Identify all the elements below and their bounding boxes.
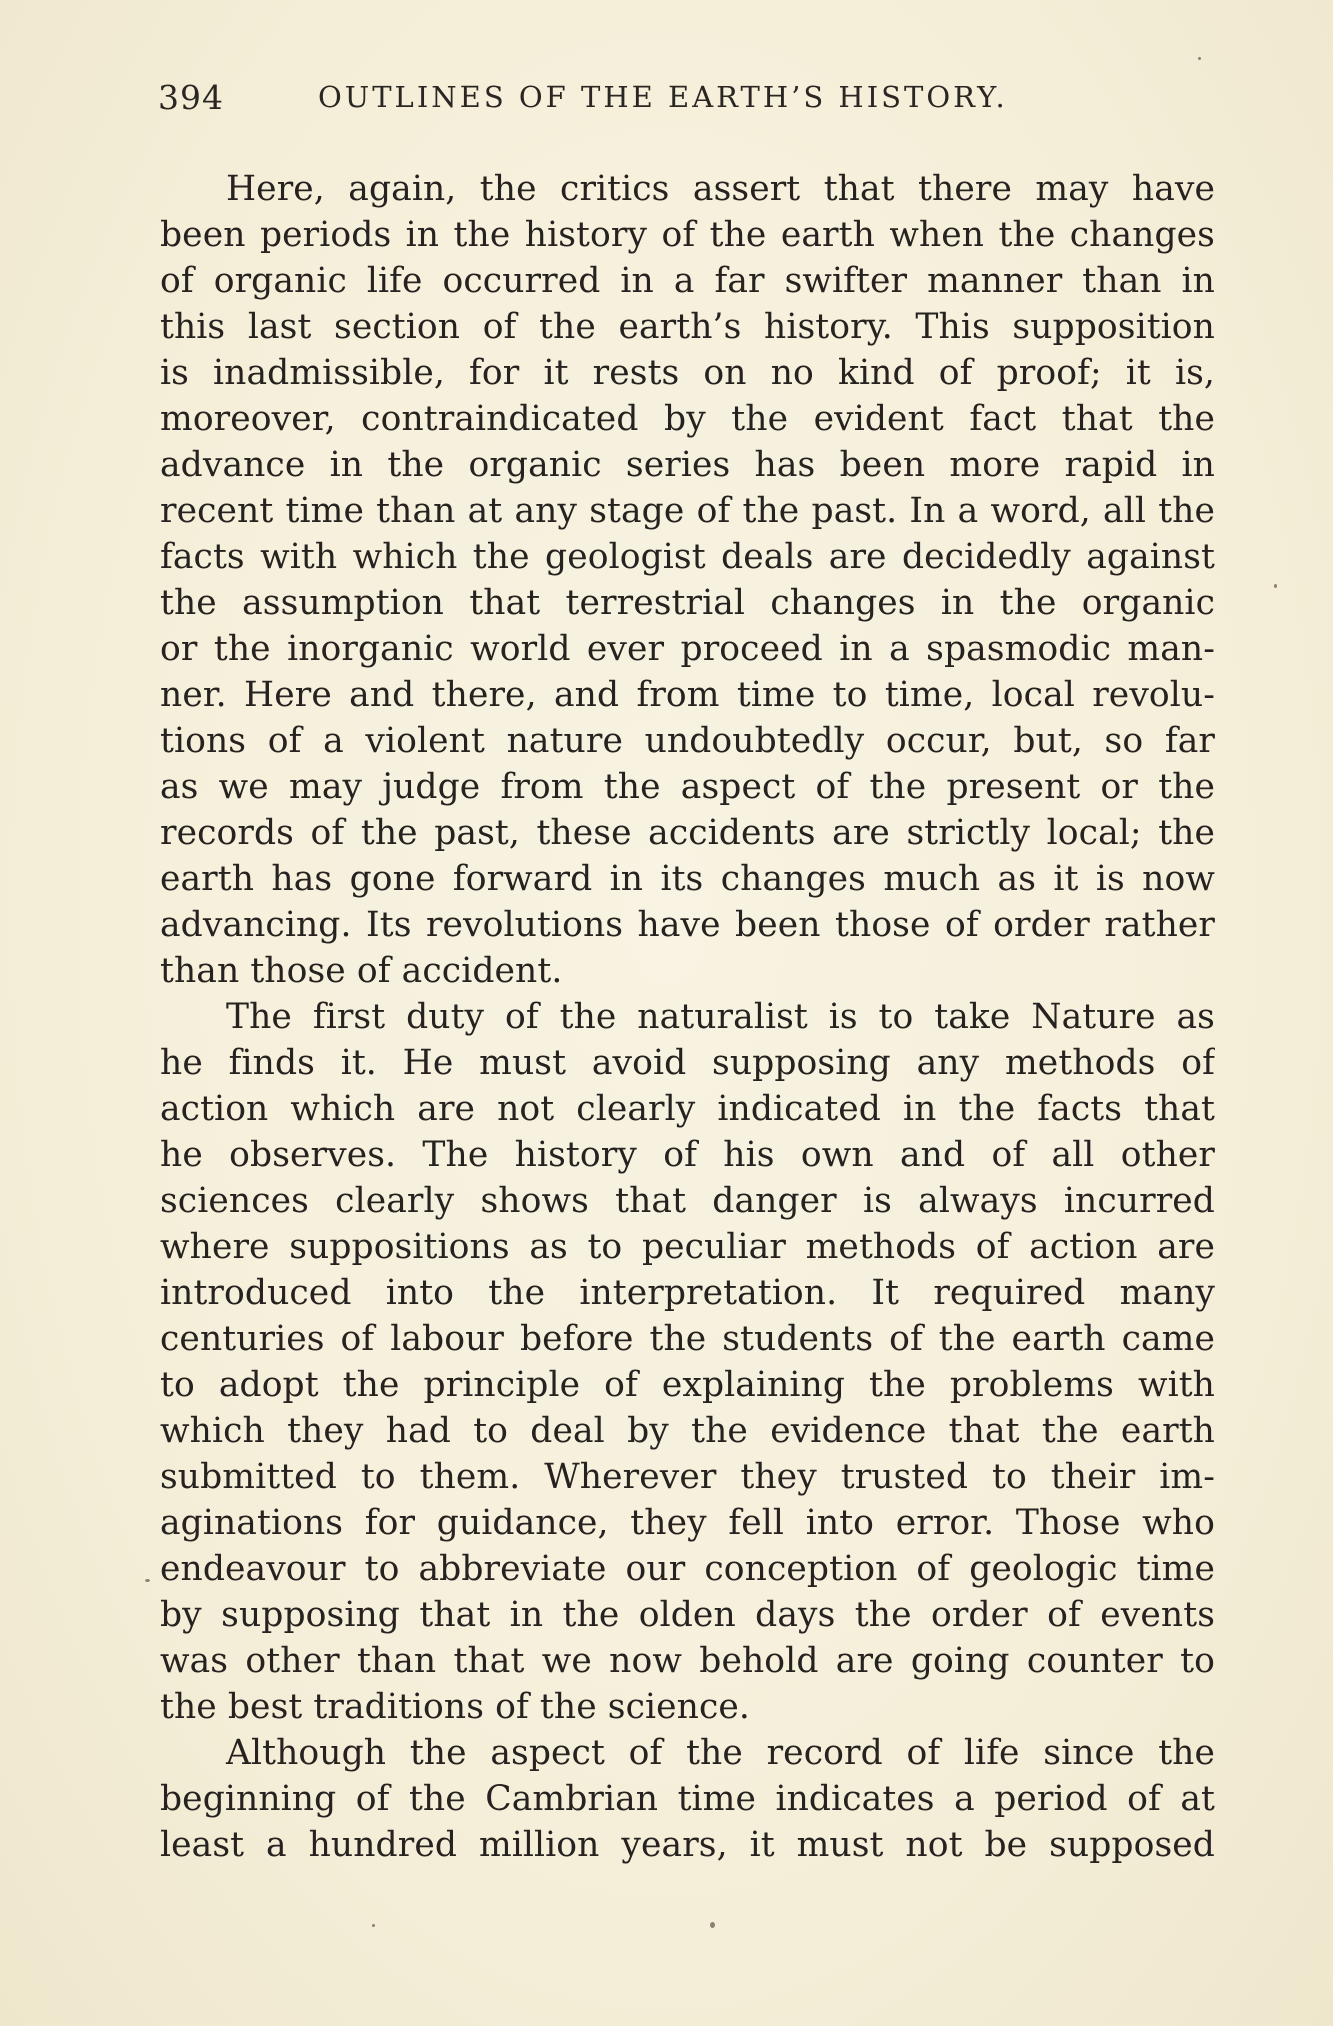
text-line: submitted to them. Wherever they trusted to their im- bbox=[160, 1457, 1215, 1497]
text-line: advance in the organic series has been more rapid in bbox=[160, 445, 1215, 485]
text-line: he finds it. He must avoid supposing any methods of bbox=[160, 1043, 1215, 1083]
running-head bbox=[158, 78, 1218, 128]
text-line: advancing. Its revolutions have been those of order rather bbox=[160, 905, 1215, 945]
text-line: the assumption that terrestrial changes in the organic bbox=[160, 583, 1215, 623]
text-line: The first duty of the naturalist is to take Nature as bbox=[226, 997, 1215, 1037]
text-line: he observes. The history of his own and of all other bbox=[160, 1135, 1215, 1175]
text-line: moreover, contraindicated by the evident fact that the bbox=[160, 399, 1215, 439]
body-text bbox=[160, 166, 1215, 1868]
text-line: least a hundred million years, it must not be supposed bbox=[160, 1825, 1215, 1865]
text-line: of organic life occurred in a far swifter manner than in bbox=[160, 261, 1215, 301]
text-line: aginations for guidance, they fell into error. Those who bbox=[160, 1503, 1215, 1543]
page-number: 394 bbox=[158, 78, 224, 117]
text-line: introduced into the interpretation. It required many bbox=[160, 1273, 1215, 1313]
text-line: as we may judge from the aspect of the present or the bbox=[160, 767, 1215, 807]
text-line: to adopt the principle of explaining the problems with bbox=[160, 1365, 1215, 1405]
text-line: earth has gone forward in its changes much as it is now bbox=[160, 859, 1215, 899]
text-line: sciences clearly shows that danger is always incurred bbox=[160, 1181, 1215, 1221]
paragraph bbox=[160, 994, 1215, 1730]
text-line: by supposing that in the olden days the order of events bbox=[160, 1595, 1215, 1635]
running-title: OUTLINES OF THE EARTH’S HISTORY. bbox=[318, 80, 1008, 114]
paper-speck bbox=[1198, 57, 1201, 60]
paper-speck bbox=[145, 1579, 150, 1582]
text-line: than those of accident. bbox=[160, 951, 563, 991]
text-line: was other than that we now behold are going counter to bbox=[160, 1641, 1215, 1681]
text-line: where suppositions as to peculiar methods of action are bbox=[160, 1227, 1215, 1267]
paragraph bbox=[160, 1730, 1215, 1868]
text-line: or the inorganic world ever proceed in a spasmodic man- bbox=[160, 629, 1215, 669]
text-line: beginning of the Cambrian time indicates a period of at bbox=[160, 1779, 1215, 1819]
text-line: this last section of the earth’s history. This supposition bbox=[160, 307, 1215, 347]
text-line: been periods in the history of the earth when the changes bbox=[160, 215, 1215, 255]
text-line: action which are not clearly indicated in the facts that bbox=[160, 1089, 1215, 1129]
text-line: centuries of labour before the students of the earth came bbox=[160, 1319, 1215, 1359]
text-line: which they had to deal by the evidence that the earth bbox=[160, 1411, 1215, 1451]
text-line: tions of a violent nature undoubtedly occur, but, so far bbox=[160, 721, 1215, 761]
text-line: Although the aspect of the record of life since the bbox=[226, 1733, 1215, 1773]
text-line: records of the past, these accidents are strictly local; the bbox=[160, 813, 1215, 853]
text-line: the best traditions of the science. bbox=[160, 1687, 750, 1727]
paper-speck bbox=[1274, 584, 1277, 588]
text-line: ner. Here and there, and from time to time, local revolu- bbox=[160, 675, 1215, 715]
text-line: recent time than at any stage of the past. In a word, all the bbox=[160, 491, 1215, 531]
paper-speck bbox=[710, 1922, 715, 1928]
text-line: endeavour to abbreviate our conception of geologic time bbox=[160, 1549, 1215, 1589]
paper-speck bbox=[372, 1924, 375, 1927]
text-line: is inadmissible, for it rests on no kind of proof; it is, bbox=[160, 353, 1215, 393]
paragraph bbox=[160, 166, 1215, 994]
text-line: Here, again, the critics assert that there may have bbox=[226, 169, 1215, 209]
text-line: facts with which the geologist deals are decidedly against bbox=[160, 537, 1215, 577]
